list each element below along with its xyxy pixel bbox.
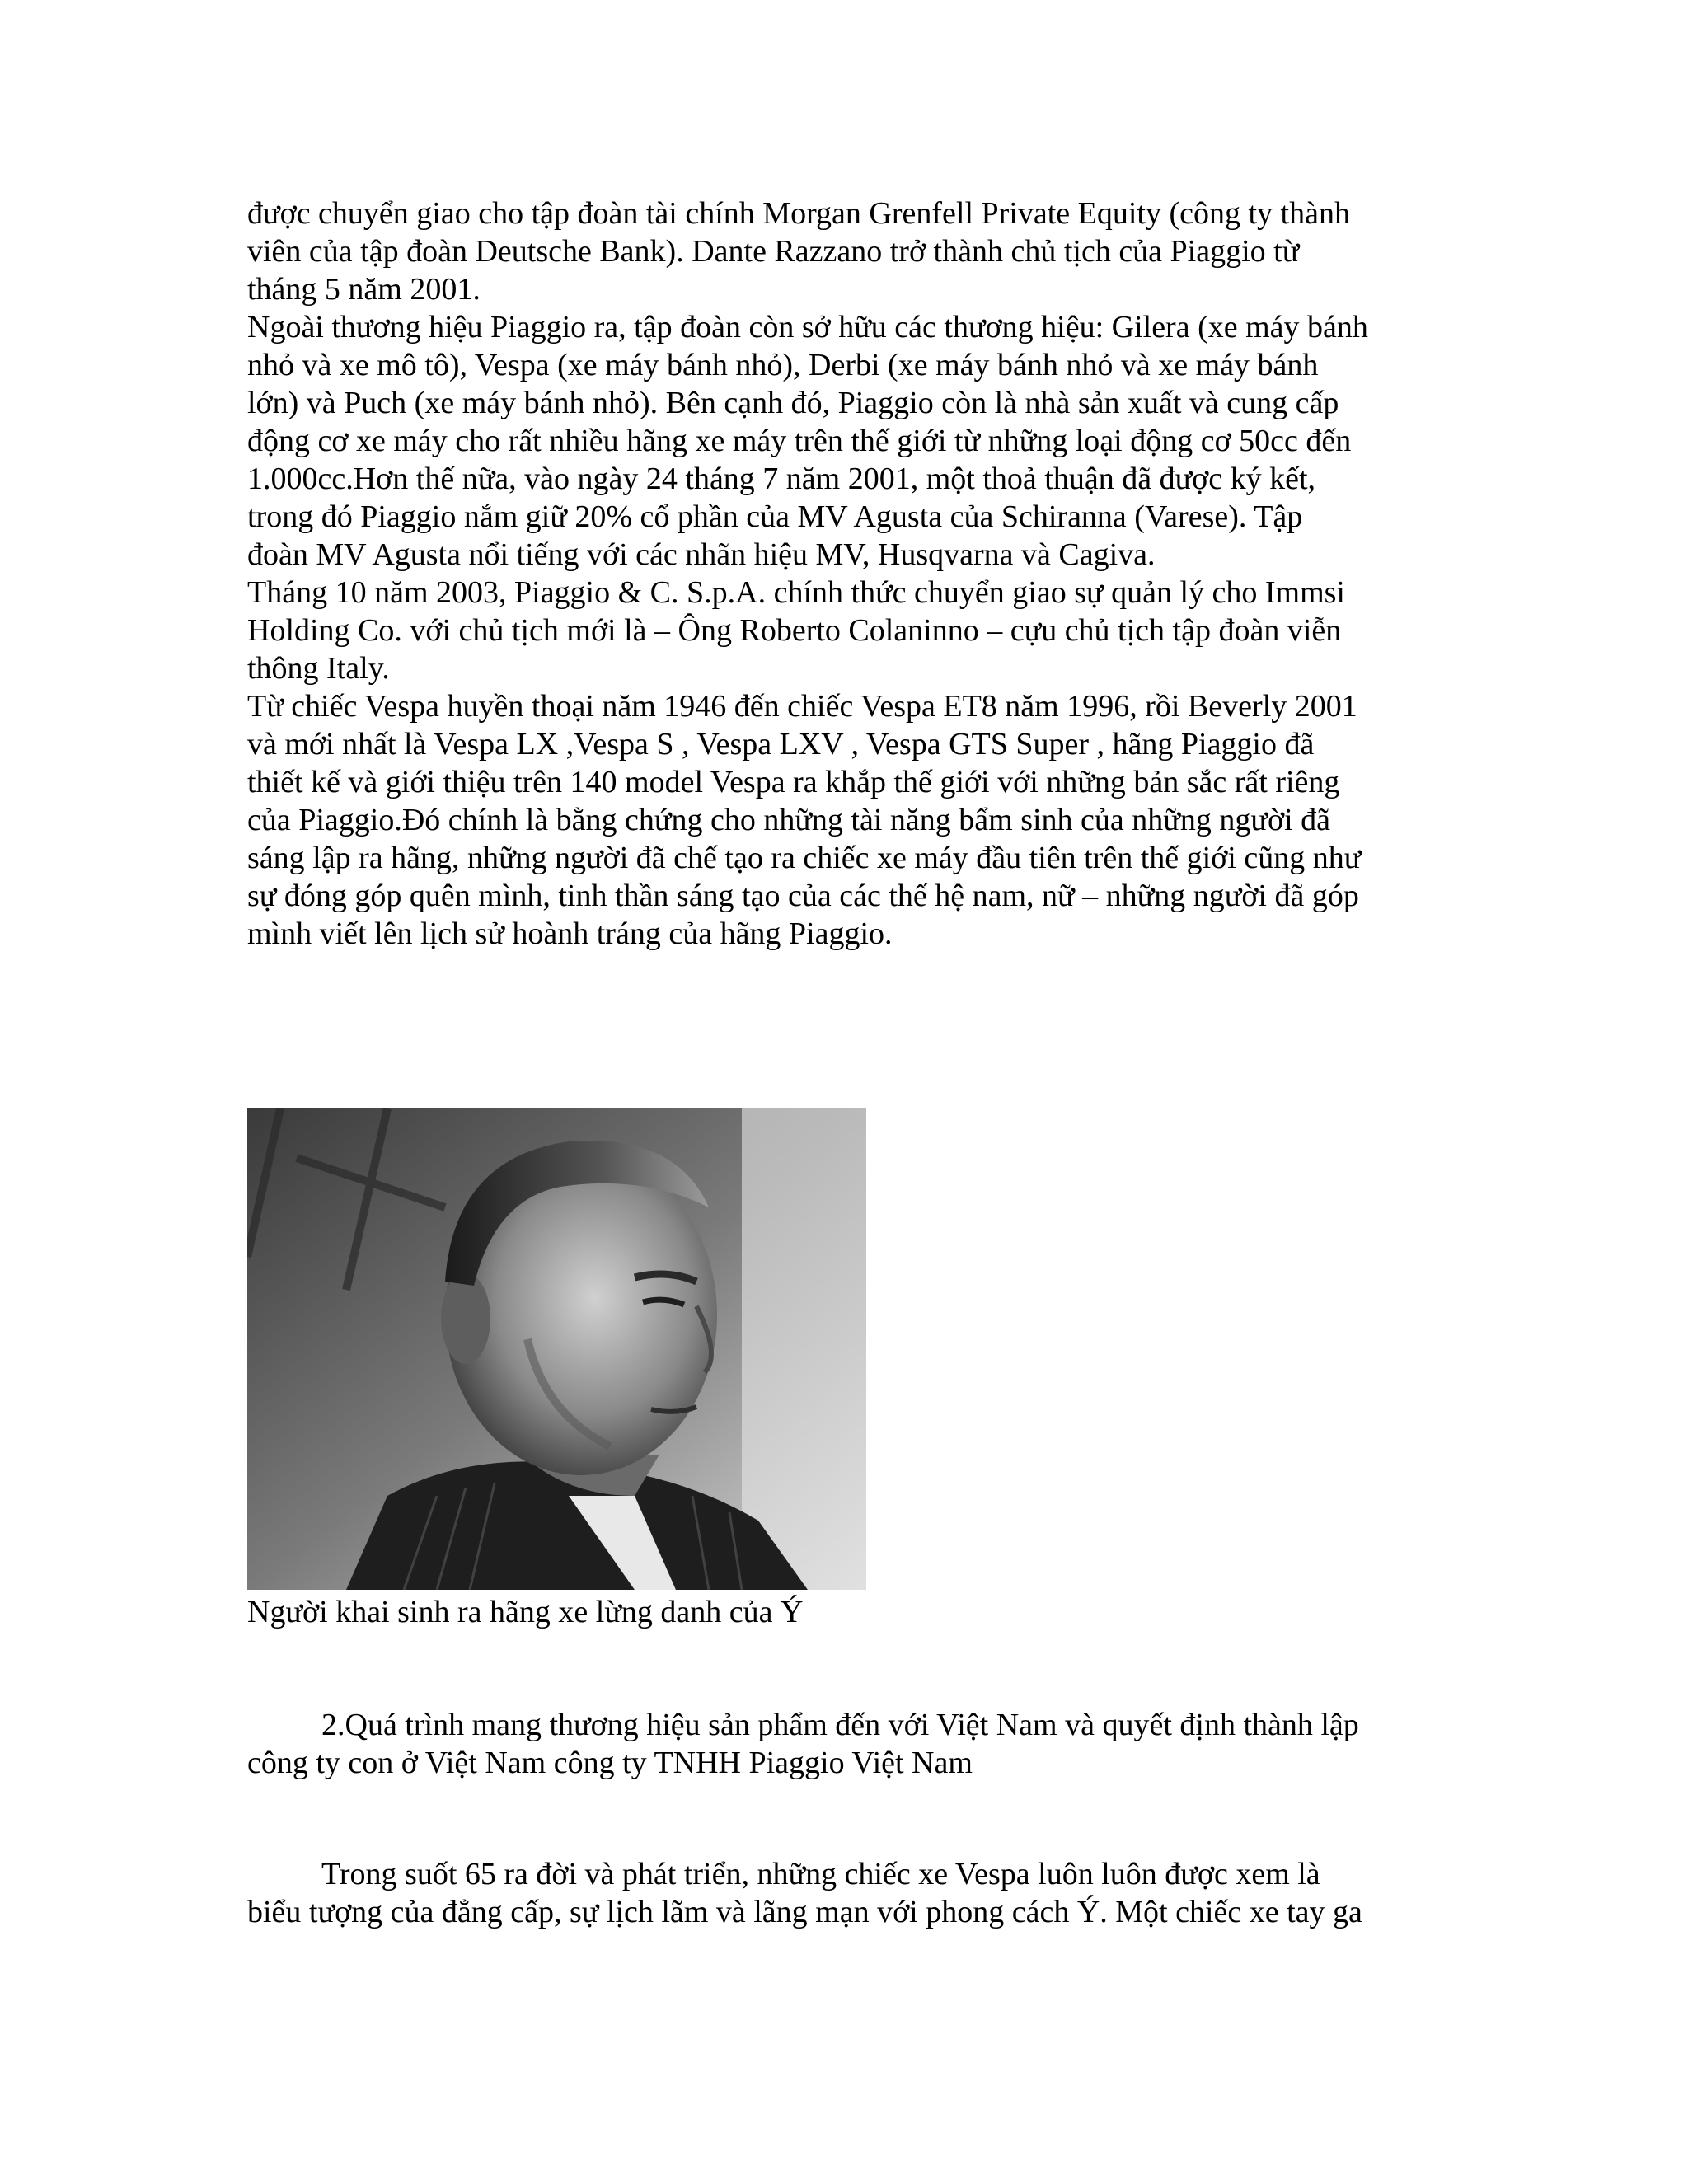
text-line: thiết kế và giới thiệu trên 140 model Vespa ra khắp thế giới với những bản sắc rất riêng: [247, 765, 1340, 799]
text-line: Từ chiếc Vespa huyền thoại năm 1946 đến chiếc Vespa ET8 năm 1996, rồi Beverly 2001: [247, 689, 1357, 724]
text-line: mình viết lên lịch sử hoành tráng của hãng Piaggio.: [247, 916, 893, 951]
text-line: biểu tượng của đẳng cấp, sự lịch lãm và lãng mạn với phong cách Ý. Một chiếc xe tay ga: [247, 1895, 1362, 1929]
text-line: động cơ xe máy cho rất nhiều hãng xe máy trên thế giới từ những loại động cơ 50cc đến: [247, 424, 1352, 458]
text-line: sự đóng góp quên mình, tinh thần sáng tạo của các thế hệ nam, nữ – những người đã góp: [247, 879, 1359, 913]
text-line: Tháng 10 năm 2003, Piaggio & C. S.p.A. chính thức chuyển giao sự quản lý cho Immsi: [247, 575, 1345, 610]
text-line: nhỏ và xe mô tô), Vespa (xe máy bánh nhỏ), Derbi (xe máy bánh nhỏ và xe máy bánh: [247, 348, 1319, 382]
text-line: và mới nhất là Vespa LX ,Vespa S , Vespa LXV , Vespa GTS Super , hãng Piaggio đã: [247, 727, 1315, 762]
text-line: lớn) và Puch (xe máy bánh nhỏ). Bên cạnh đó, Piaggio còn là nhà sản xuất và cung cấp: [247, 386, 1339, 420]
text-line: 1.000cc.Hơn thế nữa, vào ngày 24 tháng 7 năm 2001, một thoả thuận đã được ký kết,: [247, 462, 1316, 496]
text-line: công ty con ở Việt Nam công ty TNHH Piaggio Việt Nam: [247, 1746, 973, 1780]
text-line: được chuyển giao cho tập đoàn tài chính Morgan Grenfell Private Equity (công ty thành: [247, 196, 1350, 231]
founder-photo: [247, 1108, 866, 1590]
paragraph-vespa-65-years: [247, 1855, 1442, 1931]
paragraph-ownership: [247, 194, 1442, 308]
text-line: của Piaggio.Đó chính là bằng chứng cho những tài năng bẩm sinh của những người đã: [247, 803, 1330, 837]
text-line: Holding Co. với chủ tịch mới là – Ông Roberto Colaninno – cựu chủ tịch tập đoàn viễn: [247, 613, 1342, 648]
text-line: Trong suốt 65 ra đời và phát triển, những chiếc xe Vespa luôn luôn được xem là: [321, 1857, 1320, 1891]
text-line: sáng lập ra hãng, những người đã chế tạo ra chiếc xe máy đầu tiên trên thế giới cũng như: [247, 841, 1362, 875]
paragraph-vespa-history: [247, 687, 1442, 953]
text-line: 2.Quá trình mang thương hiệu sản phẩm đến với Việt Nam và quyết định thành lập: [321, 1708, 1359, 1742]
text-line: tháng 5 năm 2001.: [247, 272, 481, 307]
photo-caption: Người khai sinh ra hãng xe lừng danh của Ý: [247, 1595, 804, 1629]
text-line: viên của tập đoàn Deutsche Bank). Dante Razzano trở thành chủ tịch của Piaggio từ: [247, 234, 1300, 269]
paragraph-immsi: [247, 574, 1442, 687]
section-heading-vietnam: [247, 1706, 1442, 1782]
paragraph-brands: [247, 308, 1442, 574]
text-line: trong đó Piaggio nắm giữ 20% cổ phần của MV Agusta của Schiranna (Varese). Tập: [247, 499, 1303, 534]
text-line: đoàn MV Agusta nổi tiếng với các nhãn hiệu MV, Husqvarna và Cagiva.: [247, 537, 1156, 572]
text-line: Ngoài thương hiệu Piaggio ra, tập đoàn còn sở hữu các thương hiệu: Gilera (xe máy bánh: [247, 310, 1368, 344]
body-text: [247, 194, 1442, 953]
text-line: thông Italy.: [247, 651, 390, 686]
